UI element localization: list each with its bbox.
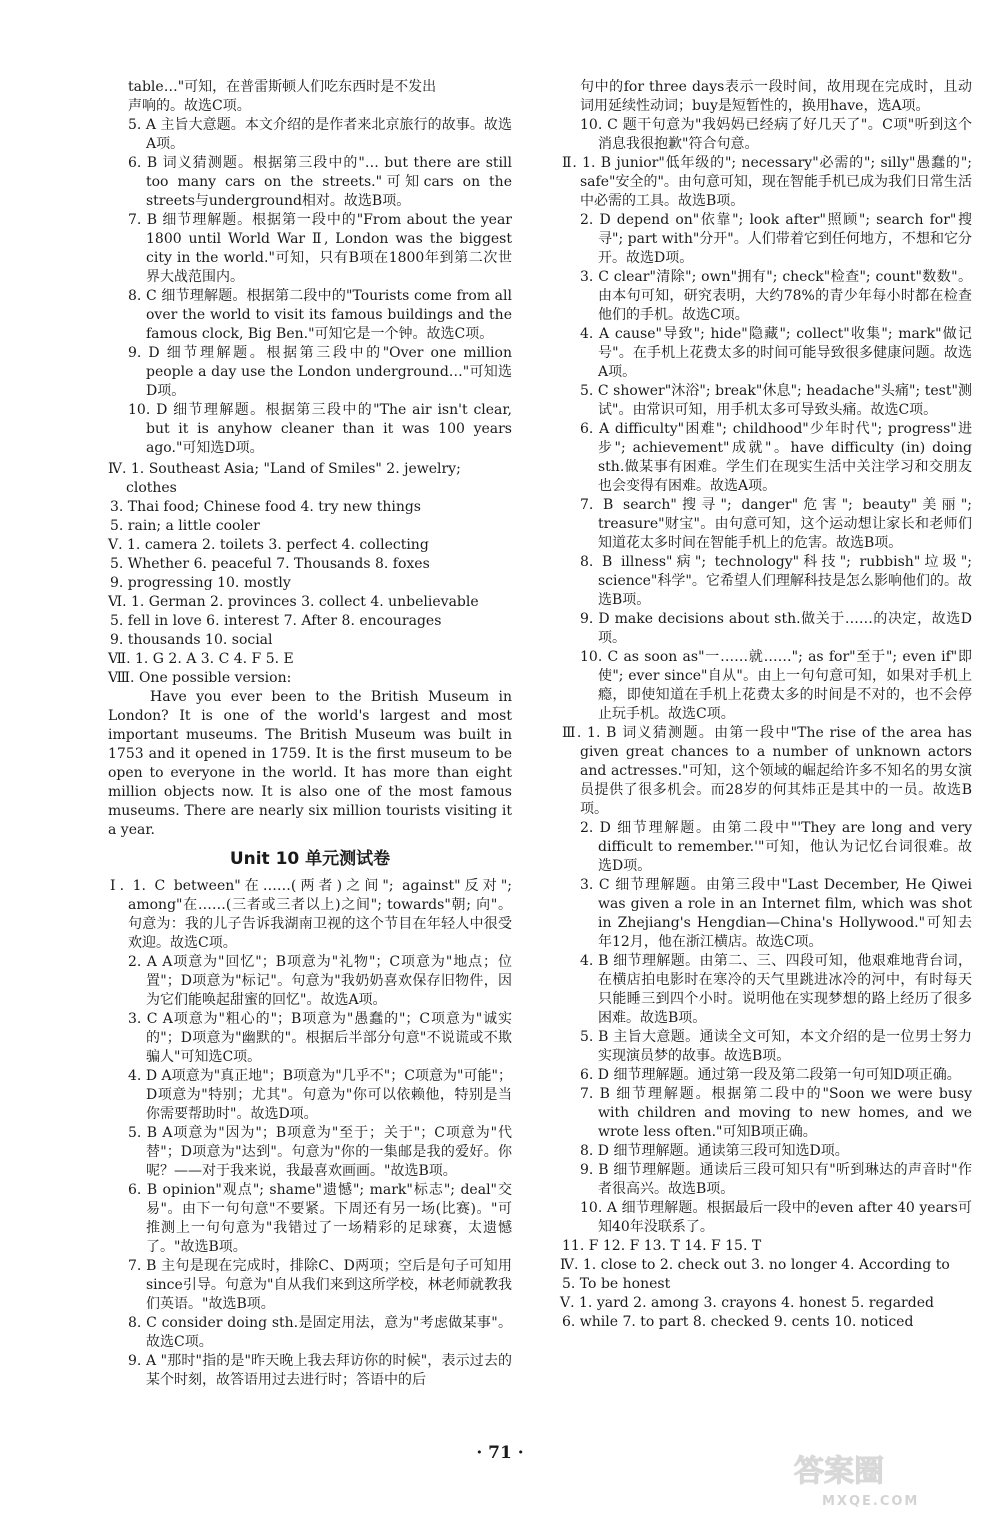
- answer-item: 5. B A项意为"因为"；B项意为"至于；关于"；C项意为"代替"；D项意为"达到"。句意为"你的一集邮是我的爱好。你呢？——对于我来说，我最喜欢画画。"故选B项。: [128, 1125, 512, 1179]
- answer-item: 7. B 主句是现在完成时，排除C、D两项；空后是句子可知用since引导。句意为"自从我们来到这所学校，林老师就教我们英语。"故选B项。: [128, 1258, 512, 1312]
- answer-line: 11. F 12. F 13. T 14. F 15. T: [562, 1238, 762, 1254]
- section-5-answers: [108, 536, 512, 593]
- answer-item: 3. C 细节理解题。由第三段中"Last December, He Qiwei was given a role in an Internet film, which was shot in Zhejiang's Hengdian—China's Hollywood."可知去年12月，他在浙江横店。故选C项。: [580, 877, 972, 950]
- section-8-label: Ⅷ. One possible version:: [108, 670, 292, 686]
- answer-item: 9. D 细节理解题。根据第三段中的"Over one million people a day use the London underground…"可知选D项。: [128, 345, 512, 399]
- answer-item: 8. B illness"病"; technology"科技"; rubbish"垃圾"; science"科学"。它希望人们理解科技是怎么影响他们的。故选B项。: [580, 554, 972, 608]
- answer-item: 7. B 细节理解题。根据第二段中的"Soon we were busy with children and moving to new homes, and we wrote less often."可知B项正确。: [580, 1086, 972, 1140]
- answer-line: 5. rain; a little cooler: [110, 518, 260, 534]
- answer-item: 6. B opinion"观点"; shame"遗憾"; mark"标志"; deal"交易"。由下一句句意"不要紧。下周还有另一场(比赛)。"可推测上一句句意为"我错过了一场精彩的足球赛，太遗憾了。"故选B项。: [128, 1182, 512, 1255]
- answer-item: 7. B search"搜寻"; danger"危害"; beauty"美丽"; treasure"财宝"。由句意可知，这个运动想让家长和老师们知道花太多时间在智能手机上的危害。故选B项。: [580, 497, 972, 551]
- answer-item: 8. D 细节理解题。通读第三段可知选D项。: [580, 1143, 849, 1159]
- answer-item: 3. C A项意为"粗心的"；B项意为"愚蠢的"；C项意为"诚实的"；D项意为"幽默的"。根据后半部分句意"不说谎或不欺骗人"可知选C项。: [128, 1011, 512, 1065]
- answer-item: 9. D make decisions about sth.做关于……的决定，故选D项。: [580, 611, 972, 646]
- watermark-url: MXQE.COM: [822, 1494, 920, 1509]
- sample-essay: Have you ever been to the British Museum in London? It is one of the world's largest and most important museums. The British Museum was built in 1753 and it opened in 1759. It is the first museum to be open to everyone in the world. It has more than eight million objects now. It is also one of the most famous museums. There are nearly six million tourists visiting it a year.: [108, 689, 512, 838]
- answer-line: Ⅳ. 1. close to 2. check out 3. no longer 4. According to: [560, 1257, 950, 1273]
- answer-line: 3. Thai food; Chinese food 4. try new things: [110, 499, 421, 515]
- section-5-answers: [560, 1294, 972, 1332]
- answer-item: 10. C as soon as"一……就……"; as for"至于"; even if"即使"; ever since"自从"。由上一句句意可知，如果对手机上瘾，即使知道在手机上花费太多的时间是不对的，也不会停止玩手机。故选C项。: [580, 649, 972, 722]
- answer-line: 9. thousands 10. social: [110, 632, 273, 648]
- continued-text-line: 声响的。故选C项。: [128, 98, 251, 114]
- section-6-answers: [108, 593, 512, 650]
- right-column: [560, 78, 972, 1332]
- watermark-logo: [782, 1445, 992, 1513]
- left-column: [108, 78, 512, 1390]
- answer-item: 6. B 词义猜测题。根据第三段中的"… but there are still too many cars on the streets."可知cars on the streets与underground相对。故选B项。: [128, 155, 512, 209]
- answer-item: Ⅰ. 1. C between"在……(两者)之间"; against"反对"; among"在……(三者或三者以上)之间"; towards"朝; 向"。句意为：我的儿子告诉我湖南卫视的这个节目在年轻人中很受欢迎。故选C项。: [110, 878, 512, 951]
- answer-item: 2. D depend on"依靠"; look after"照顾"; search for"搜寻"; part with"分开"。人们带着它到任何地方，不想和它分开。故选D项。: [580, 212, 972, 266]
- answer-line: Ⅴ. 1. yard 2. among 3. crayons 4. honest 5. regarded: [560, 1295, 934, 1311]
- answer-item: 3. C clear"清除"; own"拥有"; check"检查"; count"数数"。由本句可知，研究表明，大约78%的青少年每小时都在检查他们的手机。故选C项。: [580, 269, 972, 323]
- continued-text-line: table…"可知，在普雷斯顿人们吃东西时是不发出: [128, 79, 437, 95]
- section-4-answers: [108, 460, 512, 536]
- answer-item: 9. B 细节理解题。通读后三段可知只有"听到琳达的声音时"作者很高兴。故选B项。: [580, 1162, 972, 1197]
- page-number: · 71 ·: [476, 1443, 524, 1463]
- answer-item: 10. A 细节理解题。根据最后一段中的even after 40 years可知40年没联系了。: [580, 1200, 972, 1235]
- answer-item: 5. A 主旨大意题。本文介绍的是作者来北京旅行的故事。故选A项。: [128, 117, 512, 152]
- answer-line: 5. Whether 6. peaceful 7. Thousands 8. foxes: [110, 556, 430, 572]
- answer-item: 2. A A项意为"回忆"；B项意为"礼物"；C项意为"地点；位置"；D项意为"标记"。句意为"我奶奶喜欢保存旧物件，因为它们能唤起甜蜜的回忆"。故选A项。: [128, 954, 512, 1008]
- watermark-label: 答案圈: [794, 1454, 884, 1489]
- answer-item: 8. C consider doing sth.是固定用法，意为"考虑做某事"。故选C项。: [128, 1315, 512, 1350]
- answer-line: 9. progressing 10. mostly: [110, 575, 291, 591]
- answer-line: Ⅴ. 1. camera 2. toilets 3. perfect 4. collecting: [108, 537, 429, 553]
- answer-item: 4. D A项意为"真正地"；B项意为"几乎不"；C项意为"可能"；D项意为"特别；尤其"。句意为"你可以依赖他，特别是当你需要帮助时"。故选D项。: [128, 1068, 512, 1122]
- answer-line: 5. fell in love 6. interest 7. After 8. encourages: [110, 613, 442, 629]
- section-4-answers: [560, 1256, 972, 1294]
- answer-item: 5. B 主旨大意题。通读全文可知，本文介绍的是一位男士努力实现演员梦的故事。故选B项。: [580, 1029, 972, 1064]
- answer-item: 6. A difficulty"困难"; childhood"少年时代"; progress"进步"; achievement"成就"。have difficulty (in) doing sth.做某事有困难。学生们在现实生活中关注学习和交朋友也会变得有困难。故选A项。: [580, 421, 972, 494]
- answer-item: 10. C 题干句意为"我妈妈已经病了好几天了"。C项"听到这个消息我很抱歉"符合句意。: [580, 117, 972, 152]
- answer-line: Ⅵ. 1. German 2. provinces 3. collect 4. unbelievable: [108, 594, 479, 610]
- answer-item: 7. B 细节理解题。根据第一段中的"From about the year 1800 until World War Ⅱ, London was the biggest city in the world."可知，只有B项在1800年到第二次世界大战范围内。: [128, 212, 512, 285]
- continued-text: 句中的for three days表示一段时间，故用现在完成时，且动词用延续性动词；buy是短暂性的，换用have，选A项。: [580, 79, 972, 114]
- answer-item: 5. C shower"沐浴"; break"休息"; headache"头痛"; test"测试"。由常识可知，用手机太多可导致头痛。故选C项。: [580, 383, 972, 418]
- answer-item: 4. A cause"导致"; hide"隐藏"; collect"收集"; mark"做记号"。在手机上花费太多的时间可能导致很多健康问题。故选A项。: [580, 326, 972, 380]
- answer-item: 6. D 细节理解题。通过第一段及第二段第一句可知D项正确。: [580, 1067, 961, 1083]
- answer-item: Ⅱ. 1. B junior"低年级的"; necessary"必需的"; silly"愚蠢的"; safe"安全的"。由句意可知，现在智能手机已成为我们日常生活中必需的工具。故选B项。: [562, 155, 972, 209]
- answer-item: 2. D 细节理解题。由第二段中"'They are long and very difficult to remember.'"可知，他认为记忆台词很难。故选D项。: [580, 820, 972, 874]
- answer-line: 5. To be honest: [562, 1276, 671, 1292]
- answer-item: 9. A "那时"指的是"昨天晚上我去拜访你的时候"，表示过去的某个时刻，故答语用过去进行时；答语中的后: [128, 1353, 512, 1388]
- answer-item: 10. D 细节理解题。根据第三段中的"The air isn't clear, but it is anyhow cleaner than it was 100 years ago."可知选D项。: [128, 402, 512, 456]
- answer-item: 4. B 细节理解题。由第二、三、四段可知，他艰难地背台词，在横店拍电影时在寒冷的天气里跳进冰冷的河中，有时每天只能睡三到四个小时。说明他在实现梦想的路上经历了很多困难。故选B项。: [580, 953, 972, 1026]
- section-7-answers: Ⅶ. 1. G 2. A 3. C 4. F 5. E: [108, 651, 294, 667]
- unit-title: Unit 10 单元测试卷: [229, 849, 391, 869]
- answer-item: Ⅲ. 1. B 词义猜测题。由第一段中"The rise of the area has given great chances to a number of unknown actors and actresses."可知，这个领域的崛起给许多不知名的男女演员提供了很多机会。而28岁的何其炜正是其中的一员。故选B项。: [562, 725, 972, 817]
- answer-line: Ⅳ. 1. Southeast Asia; "Land of Smiles" 2. jewelry; clothes: [108, 461, 461, 496]
- answer-line: 6. while 7. to part 8. checked 9. cents 10. noticed: [562, 1314, 914, 1330]
- answer-item: 8. C 细节理解题。根据第二段中的"Tourists come from all over the world to visit its famous buildings and the famous clock, Big Ben."可知它是一个钟。故选C项。: [128, 288, 512, 342]
